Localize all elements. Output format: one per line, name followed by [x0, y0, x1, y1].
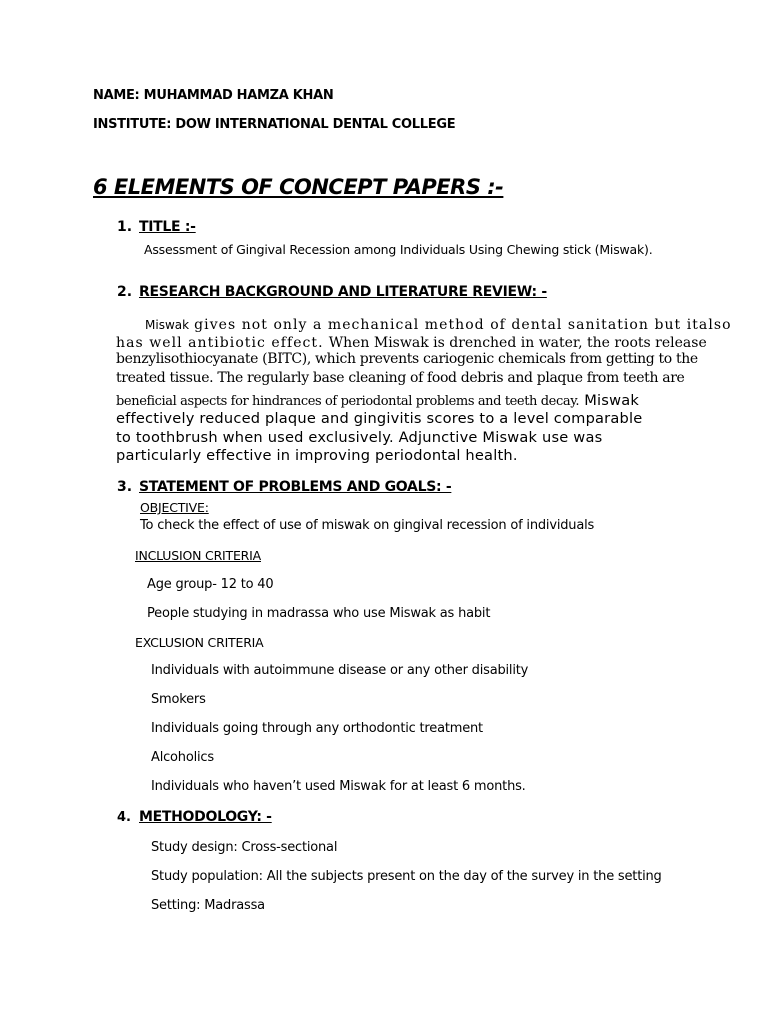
background-text: beneficial aspects for hindrances of periodontal problems and teeth decay.: [116, 394, 580, 409]
section-3-number: 3.: [117, 479, 133, 495]
miswak-word: Miswak: [145, 318, 190, 332]
exclusion-item: Individuals going through any orthodontic treatment: [151, 721, 483, 736]
inclusion-item: Age group- 12 to 40: [147, 577, 274, 592]
section-2-line-6: effectively reduced plaque and gingivitis scores to a level comparable: [116, 410, 643, 427]
section-2-line-5: [116, 390, 639, 409]
exclusion-item: Individuals who haven’t used Miswak for at least 6 months.: [151, 779, 526, 794]
exclusion-item: Alcoholics: [151, 750, 214, 765]
section-3-heading: STATEMENT OF PROBLEMS AND GOALS: -: [139, 479, 452, 495]
inclusion-item: People studying in madrassa who use Miswak as habit: [147, 606, 491, 621]
methodology-item: Study population: All the subjects present on the day of the survey in the setting: [151, 869, 662, 884]
exclusion-item: Smokers: [151, 692, 206, 707]
background-text: When Miswak is drenched in water, the roots release: [328, 335, 707, 351]
exclusion-item: Individuals with autoimmune disease or any other disability: [151, 663, 529, 678]
objective-text: To check the effect of use of miswak on gingival recession of individuals: [140, 518, 595, 533]
objective-label: OBJECTIVE:: [140, 500, 209, 515]
section-1-number: 1.: [117, 219, 133, 235]
section-2-line-1: [145, 314, 732, 333]
document-title: 6 ELEMENTS OF CONCEPT PAPERS :-: [93, 175, 504, 199]
background-text: gives not only a mechanical method of dental sanitation but italso: [194, 317, 732, 333]
section-2-line-7: to toothbrush when used exclusively. Adjunctive Miswak use was: [116, 429, 603, 446]
student-name: NAME: MUHAMMAD HAMZA KHAN: [93, 88, 334, 103]
institute-name: INSTITUTE: DOW INTERNATIONAL DENTAL COLLEGE: [93, 117, 456, 132]
section-2-number: 2.: [117, 284, 133, 300]
section-2-line-2: [116, 332, 707, 351]
section-2-line-8: particularly effective in improving periodontal health.: [116, 447, 518, 464]
section-2-line-3: benzylisothiocyanate (BITC), which prevents cariogenic chemicals from getting to the: [116, 351, 698, 367]
section-1-heading: TITLE :-: [139, 219, 196, 235]
section-1-text: Assessment of Gingival Recession among Individuals Using Chewing stick (Miswak).: [144, 242, 653, 257]
methodology-item: Study design: Cross-sectional: [151, 840, 338, 855]
background-text: Miswak: [584, 392, 640, 409]
background-text: has well antibiotic effect.: [116, 335, 324, 351]
section-2-line-4: treated tissue. The regularly base cleaning of food debris and plaque from teeth are: [116, 370, 685, 386]
methodology-item: Setting: Madrassa: [151, 898, 265, 913]
exclusion-label: EXCLUSION CRITERIA: [135, 635, 264, 650]
section-2-heading: RESEARCH BACKGROUND AND LITERATURE REVIEW: -: [139, 284, 547, 300]
section-4-number: 4.: [117, 810, 131, 825]
section-4-heading: METHODOLOGY: -: [139, 809, 272, 825]
inclusion-label: INCLUSION CRITERIA: [135, 548, 261, 563]
